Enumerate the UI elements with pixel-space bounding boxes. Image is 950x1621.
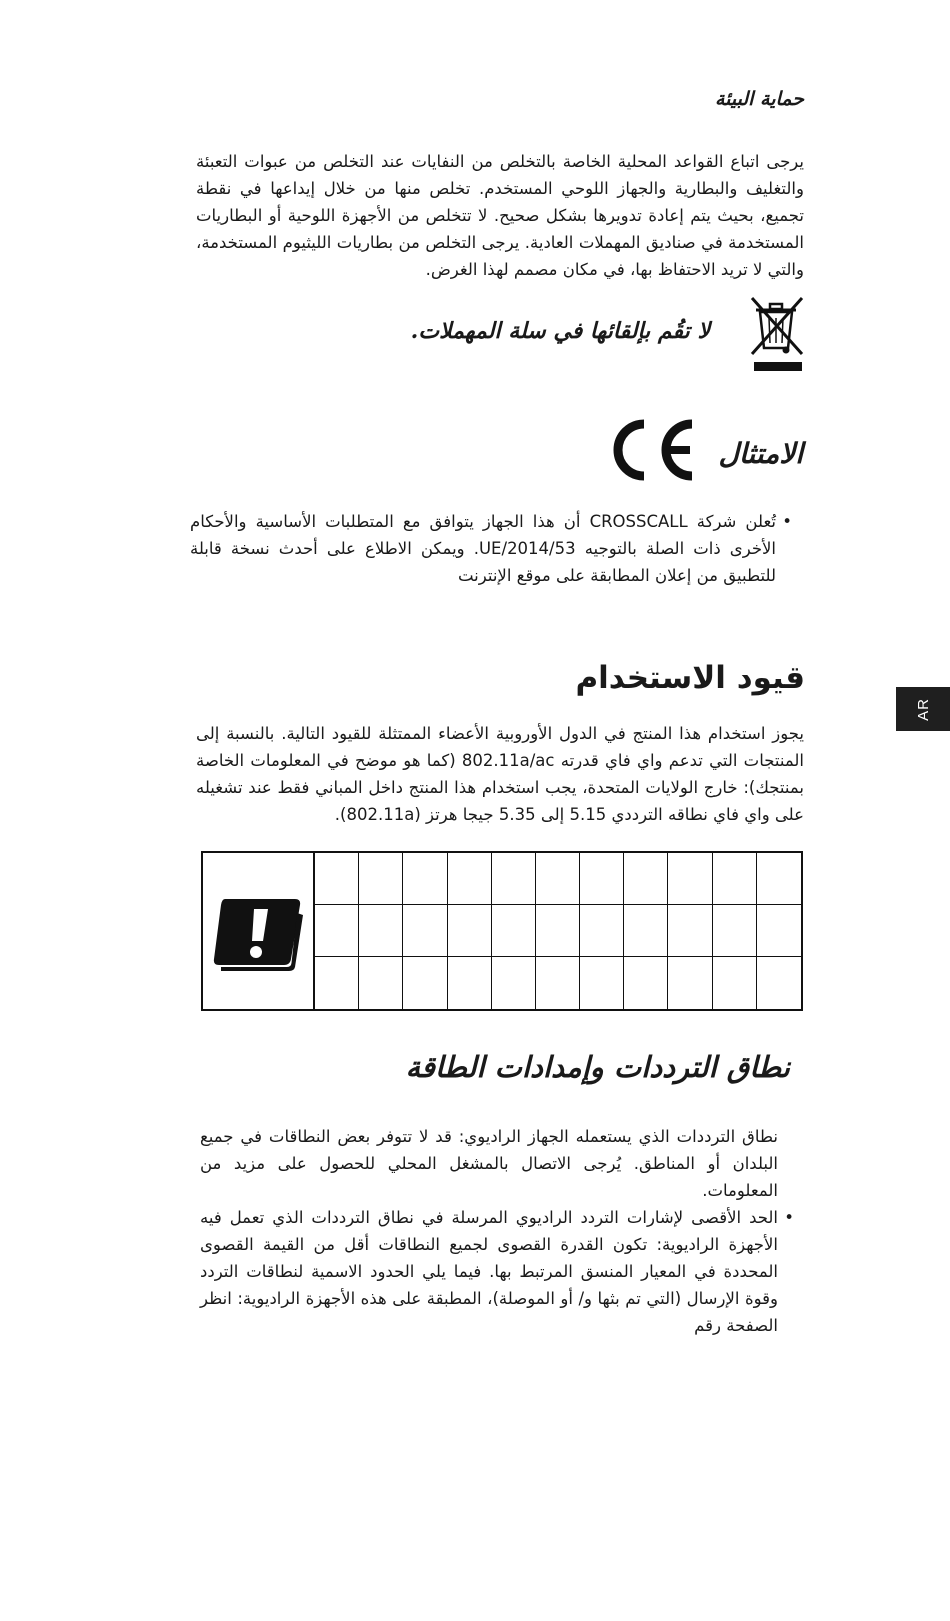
table-cell [713, 957, 757, 1009]
table-cell [403, 957, 447, 1009]
restriction-table [201, 851, 803, 1011]
conformity-paragraph [190, 508, 794, 589]
crossed-out-wheelie-bin-icon [750, 296, 806, 374]
usage-title: قيود الاستخدام [575, 660, 805, 696]
table-cell [448, 957, 492, 1009]
table-cell [624, 905, 668, 957]
table-cell [668, 905, 712, 957]
table-cell [536, 905, 580, 957]
frequency-list-item [200, 1204, 794, 1339]
table-cell [580, 957, 624, 1009]
table-cell [359, 905, 403, 957]
table-cell [713, 905, 757, 957]
table-cell [448, 853, 492, 905]
conformity-title: الامتثال [718, 437, 803, 470]
table-cell [757, 957, 801, 1009]
frequency-text-2: الحد الأقصى لإشارات التردد الراديوي المرسلة في نطاق الترددات الذي تعمل فيه الأجهزة الراديوية: تكون القدرة القصوى لجميع النطاقات أقل من القيمة القصوى المحددة في المعيار المنسق المرتبط بها. فيما يلي الحدود الاسمية لنطاقات التردد وقوة الإرسال (التي تم بثها و/ أو الموصلة)، المطبقة على هذه الأجهزة الراديوية: انظر الصفحة رقم [200, 1208, 778, 1335]
exclamation-warning-icon [211, 889, 305, 973]
table-cell [492, 905, 536, 957]
table-cell [536, 957, 580, 1009]
frequency-title: نطاق الترددات وإمدادات الطاقة [405, 1050, 790, 1084]
table-cell [624, 853, 668, 905]
table-cell [624, 957, 668, 1009]
table-cell [580, 905, 624, 957]
environment-title: حماية البيئة [714, 88, 804, 110]
table-cell [315, 853, 359, 905]
usage-paragraph [196, 720, 804, 828]
warning-cell [203, 853, 315, 1009]
usage-text: يجوز استخدام هذا المنتج في الدول الأوروبية الأعضاء الممتثلة للقيود التالية. بالنسبة إلى المنتجات التي تدعم واي فاي قدرته 802.11a/ac (كما هو موضح في المعلومات الخاصة بمنتجك): خارج الولايات المتحدة، يجب استخدام هذا المنتج داخل المباني فقط عند تشغيله على واي فاي نطاقه الترددي 5.15 إلى 5.35 جيجا هرتز (802.11a). [196, 724, 805, 824]
environment-paragraph [196, 148, 804, 283]
conformity-statement: تُعلن شركة CROSSCALL أن هذا الجهاز يتوافق مع المتطلبات الأساسية والأحكام الأخرى ذات الصلة بالتوجيه 2014/53/UE. ويمكن الاطلاع على أحدث نسخة قابلة للتطبيق من إعلان المطابقة على موقع الإنترنت [190, 512, 777, 585]
frequency-text-1: نطاق الترددات الذي يستعمله الجهاز الراديوي: قد لا تتوفر بعض النطاقات في جميع البلدان أو المناطق. يُرجى الاتصال بالمشغل المحلي للحصول على مزيد من المعلومات. [200, 1127, 778, 1200]
table-cell [757, 853, 801, 905]
table-cell [757, 905, 801, 957]
bullet: • [782, 512, 792, 531]
table-cell [315, 957, 359, 1009]
bullet: • [784, 1208, 794, 1227]
environment-text: يرجى اتباع القواعد المحلية الخاصة بالتخلص من النفايات عند التخلص من عبوات التعبئة والتغليف والبطارية والجهاز اللوحي المستخدم. تخلص منها من خلال إيداعها في نقطة تجميع، بحيث يتم إعادة تدويرها بشكل صحيح. لا تتخلص من الأجهزة اللوحية أو البطاريات المستخدمة في صناديق المهملات العادية. يرجى التخلص من بطاريات الليثيوم المستخدمة، والتي لا تريد الاحتفاظ بها، في مكان مصمم لهذا الغرض. [196, 152, 804, 279]
table-cell [403, 905, 447, 957]
table-cell [448, 905, 492, 957]
table-cell [359, 853, 403, 905]
restriction-grid [315, 853, 801, 1009]
bin-note: لا تقُم بإلقائها في سلة المهملات. [410, 318, 710, 344]
table-cell [359, 957, 403, 1009]
table-cell [403, 853, 447, 905]
table-cell [580, 853, 624, 905]
frequency-paragraphs [200, 1123, 796, 1339]
table-cell [492, 853, 536, 905]
table-cell [315, 905, 359, 957]
language-tab [896, 687, 950, 731]
table-cell [492, 957, 536, 1009]
conformity-list-item [190, 508, 792, 589]
table-cell [536, 853, 580, 905]
table-cell [713, 853, 757, 905]
table-cell [668, 957, 712, 1009]
table-cell [668, 853, 712, 905]
language-tab-label: AR [914, 697, 932, 721]
ce-mark-icon [606, 418, 696, 482]
